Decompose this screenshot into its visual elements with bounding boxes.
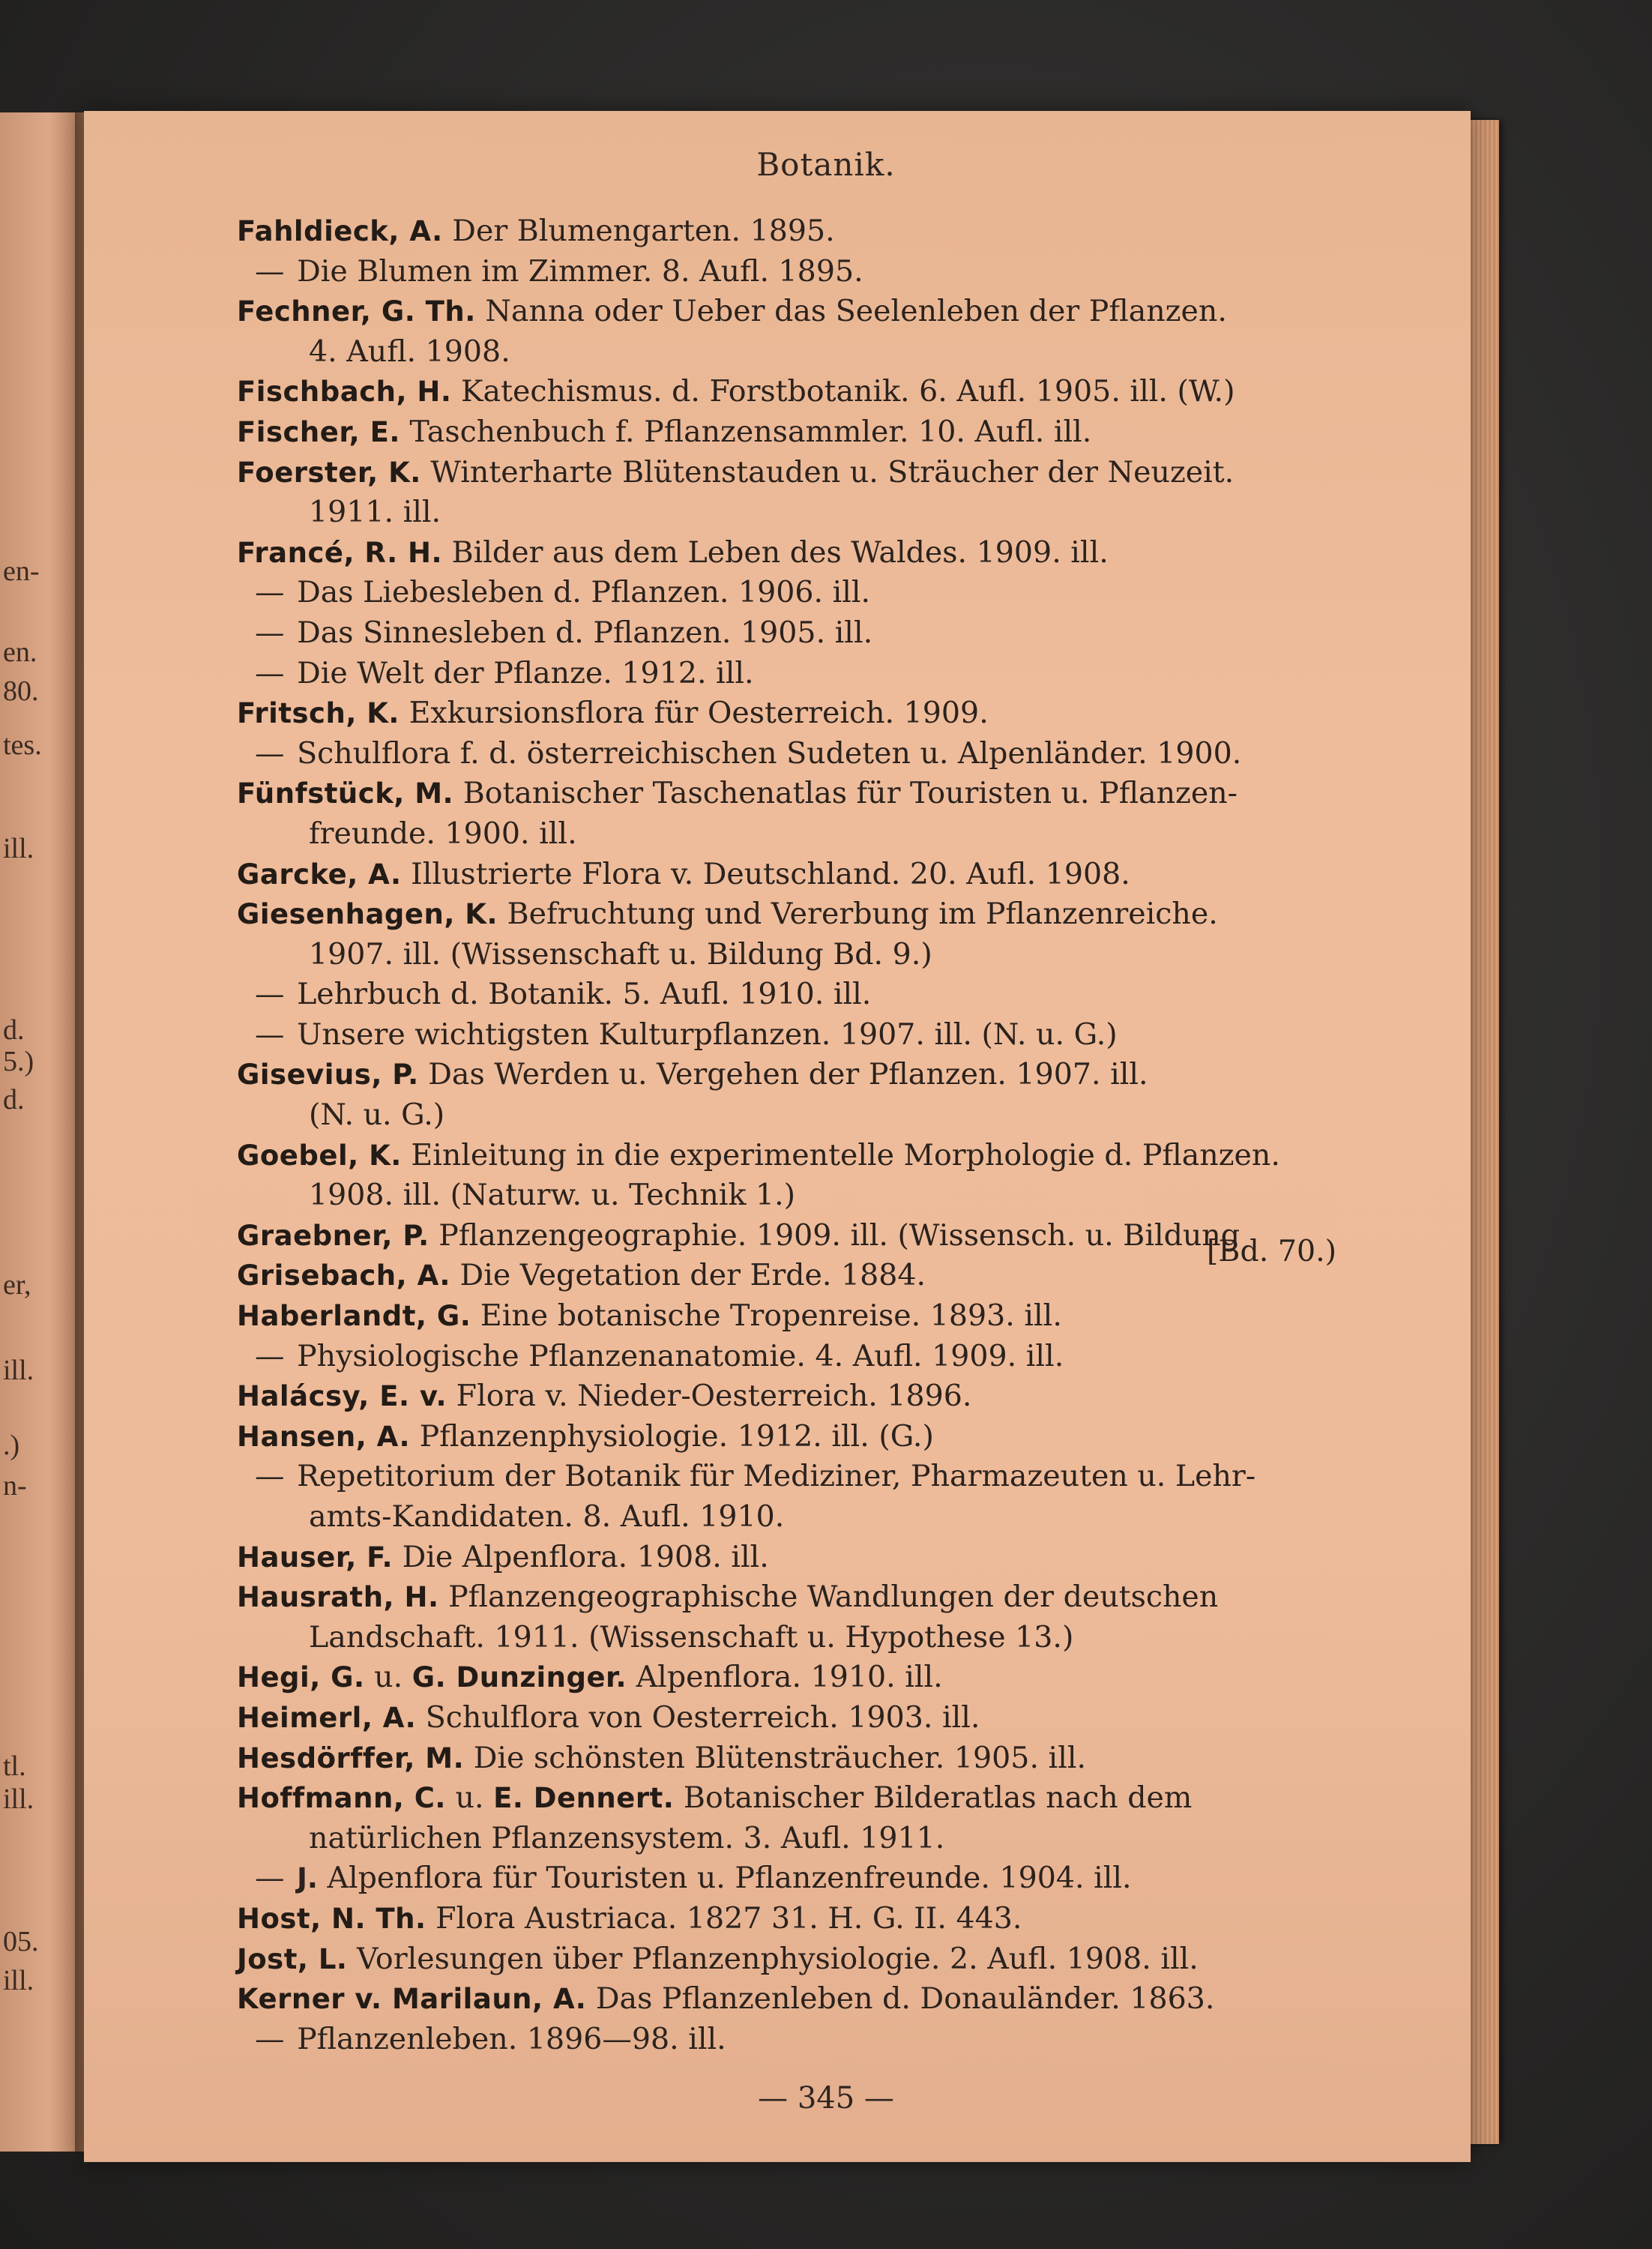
entry-line [237, 533, 1361, 573]
entry-line [237, 573, 1361, 613]
entry-author: Host, N. Th. [237, 1902, 426, 1935]
left-page-text-fragment: tes. [3, 729, 42, 761]
entry-author: Hansen, A. [237, 1420, 411, 1453]
entry-author: Gisevius, P. [237, 1059, 419, 1092]
entry-line [237, 1738, 1361, 1779]
entry-continuation: amts-Kandidaten. 8. Aufl. 1910. [309, 1499, 785, 1534]
entry-author: Fischbach, H. [237, 376, 452, 409]
page-header: Botanik. [756, 146, 896, 183]
entry-line [237, 1457, 1361, 1497]
entry-title: Die schönsten Blütensträucher. 1905. ill. [473, 1740, 1087, 1775]
left-page-text-fragment: er, [3, 1269, 31, 1301]
entry-author: Graebner, P. [237, 1219, 429, 1252]
entry-title: Die Welt der Pflanze. 1912. ill. [297, 655, 754, 690]
entry-title: Pflanzenphysiologie. 1912. ill. (G.) [419, 1418, 934, 1454]
entry-author: Fahldieck, A. [237, 215, 443, 247]
entry-title: Flora v. Nieder-Oesterreich. 1896. [456, 1379, 972, 1414]
entry-author: Jost, L. [237, 1942, 348, 1975]
entry-title: Das Pflanzenleben d. Donauländer. 1863. [595, 1981, 1215, 2017]
em-dash: — [255, 2021, 285, 2056]
em-dash: — [255, 575, 285, 610]
entry-line [237, 613, 1361, 654]
entry-author: Kerner v. Marilaun, A. [237, 1983, 587, 2016]
entry-title: Das Liebesleben d. Pflanzen. 1906. ill. [297, 575, 871, 610]
em-dash: — [255, 977, 285, 1012]
entry-continuation: 4. Aufl. 1908. [309, 334, 510, 369]
entry-line [237, 1256, 1361, 1296]
entry-title: Das Sinnesleben d. Pflanzen. 1905. ill. [297, 615, 873, 650]
entry-line [237, 1979, 1361, 2020]
bracket-note: [Bd. 70.) [1207, 1234, 1337, 1268]
entry-title: Vorlesungen über Pflanzenphysiologie. 2. Aufl. 1908. ill. [357, 1941, 1199, 1976]
entry-coauthor: G. Dunzinger. [412, 1661, 627, 1694]
entry-conjunction: u. [455, 1780, 484, 1816]
left-page-text-fragment: ill. [3, 833, 34, 864]
entry-line [237, 975, 1361, 1015]
left-page-edge [0, 112, 81, 2152]
entry-line [237, 1055, 1361, 1095]
entry-title: Unsere wichtigsten Kulturpflanzen. 1907. ill. (N. u. G.) [297, 1017, 1118, 1052]
entry-title: Bilder aus dem Leben des Waldes. 1909. ill. [451, 535, 1109, 570]
entry-title: Pflanzengeographische Wandlungen der deutschen [448, 1580, 1219, 1615]
left-page-text-fragment: tl. [3, 1750, 26, 1782]
entry-title: Botanischer Taschenatlas für Touristen u. Pflanzen- [462, 776, 1238, 811]
entry-author: Fischer, E. [237, 415, 400, 448]
entry-line [237, 1698, 1361, 1738]
left-page-text-fragment: d. [3, 1084, 25, 1116]
entry-author: Giesenhagen, K. [237, 898, 498, 931]
left-page-text-fragment: en. [3, 636, 37, 668]
entry-author: Goebel, K. [237, 1139, 402, 1172]
entry-line [237, 1538, 1361, 1578]
entry-line [237, 734, 1361, 774]
entry-line [237, 1175, 1361, 1216]
entry-title: Flora Austriaca. 1827 31. H. G. II. 443. [435, 1900, 1022, 1936]
em-dash: — [255, 735, 285, 771]
entry-line [237, 372, 1361, 412]
entry-author: Garcke, A. [237, 858, 402, 891]
entry-line [237, 935, 1361, 975]
em-dash: — [255, 253, 285, 289]
entry-title: Einleitung in die experimentelle Morphologie d. Pflanzen. [411, 1137, 1280, 1172]
entry-line [237, 211, 1361, 252]
entry-title: Exkursionsflora für Oesterreich. 1909. [409, 696, 989, 731]
entry-title: Botanischer Bilderatlas nach dem [683, 1780, 1193, 1816]
entry-continuation: 1908. ill. (Naturw. u. Technik 1.) [309, 1178, 796, 1213]
entry-line [237, 1337, 1361, 1377]
entry-title: Katechismus. d. Forstbotanik. 6. Aufl. 1905. ill. (W.) [461, 374, 1235, 409]
entry-line [237, 654, 1361, 694]
entry-line [237, 493, 1361, 533]
entry-title: Die Vegetation der Erde. 1884. [459, 1258, 926, 1293]
em-dash: — [255, 655, 285, 690]
entry-initial: J. [297, 1862, 318, 1895]
entry-title: Der Blumengarten. 1895. [452, 214, 835, 248]
entry-line [237, 1939, 1361, 1980]
page-number: — 345 — [758, 2081, 894, 2116]
em-dash: — [255, 1861, 285, 1896]
entry-title: Nanna oder Ueber das Seelenleben der Pflanzen. [485, 294, 1227, 329]
entry-line [237, 332, 1361, 373]
entry-continuation: freunde. 1900. ill. [309, 816, 577, 851]
entry-line [237, 1296, 1361, 1337]
left-page-text-fragment: en- [3, 556, 40, 587]
entry-line [237, 855, 1361, 895]
entry-title: Physiologische Pflanzenanatomie. 4. Aufl. 1909. ill. [297, 1338, 1064, 1373]
entry-line [237, 2020, 1361, 2060]
entry-title: Lehrbuch d. Botanik. 5. Aufl. 1910. ill. [297, 977, 872, 1012]
entry-continuation: Landschaft. 1911. (Wissenschaft u. Hypothese 13.) [309, 1619, 1074, 1655]
entry-title: Pflanzenleben. 1896—98. ill. [297, 2021, 726, 2056]
entry-line [237, 1216, 1361, 1256]
left-page-text-fragment: n- [3, 1470, 27, 1502]
entry-author: Foerster, K. [237, 456, 421, 489]
entry-continuation: 1911. ill. [309, 495, 441, 530]
entry-author: Grisebach, A. [237, 1259, 450, 1292]
entry-title: Das Werden u. Vergehen der Pflanzen. 1907. ill. [428, 1057, 1148, 1092]
entry-line [237, 1899, 1361, 1939]
entry-title: Pflanzengeographie. 1909. ill. (Wissensch. u. Bildung [438, 1217, 1240, 1253]
entry-author: Haberlandt, G. [237, 1300, 471, 1333]
em-dash: — [255, 615, 285, 650]
left-page-text-fragment: d. [3, 1014, 25, 1046]
entry-title: Die Blumen im Zimmer. 8. Aufl. 1895. [297, 253, 863, 289]
entry-title: Repetitorium der Botanik für Mediziner, Pharmazeuten u. Lehr- [297, 1459, 1256, 1494]
entry-author: Hegi, G. [237, 1661, 365, 1694]
entry-line [237, 1376, 1361, 1417]
entry-author: Hoffmann, C. [237, 1782, 446, 1815]
left-page-text-fragment: ill. [3, 1965, 34, 1996]
entry-line [237, 814, 1361, 855]
entry-line [237, 292, 1361, 332]
left-page-text-fragment: 5.) [3, 1046, 34, 1077]
entry-line [237, 1136, 1361, 1176]
left-page-text-fragment: .) [3, 1430, 20, 1461]
entry-title: Schulflora f. d. österreichischen Sudeten u. Alpenländer. 1900. [297, 735, 1242, 771]
entry-title: Die Alpenflora. 1908. ill. [402, 1539, 769, 1574]
entry-continuation: natürlichen Pflanzensystem. 3. Aufl. 1911. [309, 1820, 945, 1855]
entry-title: Illustrierte Flora v. Deutschland. 20. Aufl. 1908. [411, 856, 1130, 891]
entry-line [237, 1618, 1361, 1658]
entry-line [237, 453, 1361, 493]
entry-continuation: 1907. ill. (Wissenschaft u. Bildung Bd. 9.) [309, 936, 932, 972]
left-page-text-fragment: ill. [3, 1783, 34, 1815]
left-page-text-fragment: ill. [3, 1355, 34, 1386]
entry-title: Eine botanische Tropenreise. 1893. ill. [480, 1298, 1062, 1334]
entry-title: Schulflora von Oesterreich. 1903. ill. [425, 1699, 980, 1735]
entry-author: Heimerl, A. [237, 1701, 417, 1734]
entry-line [237, 1778, 1361, 1819]
entry-line [237, 1015, 1361, 1056]
entry-author: Fechner, G. Th. [237, 295, 476, 328]
entry-line [237, 1095, 1361, 1136]
entry-line [237, 1417, 1361, 1457]
entry-line [237, 252, 1361, 292]
entry-line [237, 1577, 1361, 1618]
entry-line [237, 1658, 1361, 1698]
entry-author: Francé, R. H. [237, 536, 443, 569]
entry-author: Fritsch, K. [237, 697, 400, 730]
entry-line [237, 1819, 1361, 1859]
left-page-text-fragment: 05. [3, 1926, 39, 1957]
entry-title: Befruchtung und Vererbung im Pflanzenreiche. [507, 897, 1218, 932]
entry-line [237, 1858, 1361, 1899]
bibliography-list [237, 211, 1361, 2059]
entry-title: Alpenflora. 1910. ill. [636, 1660, 943, 1695]
entry-title: Taschenbuch f. Pflanzensammler. 10. Aufl. ill. [409, 414, 1092, 449]
entry-title: Winterharte Blütenstauden u. Sträucher der Neuzeit. [430, 454, 1235, 490]
em-dash: — [255, 1459, 285, 1494]
entry-line [237, 894, 1361, 935]
entry-line [237, 412, 1361, 453]
entry-line [237, 693, 1361, 734]
left-page-text-fragment: 80. [3, 675, 39, 707]
entry-author: Fünfstück, M. [237, 777, 454, 810]
entry-coauthor: E. Dennert. [493, 1782, 675, 1815]
entry-continuation: (N. u. G.) [309, 1098, 445, 1133]
em-dash: — [255, 1338, 285, 1373]
entry-author: Hausrath, H. [237, 1581, 439, 1614]
entry-line [237, 1497, 1361, 1538]
entry-author: Hesdörffer, M. [237, 1741, 465, 1774]
entry-author: Hauser, F. [237, 1541, 394, 1574]
entry-title: Alpenflora für Touristen u. Pflanzenfreunde. 1904. ill. [327, 1861, 1132, 1896]
entry-conjunction: u. [374, 1660, 403, 1695]
em-dash: — [255, 1017, 285, 1052]
entry-author: Halácsy, E. v. [237, 1380, 447, 1413]
entry-line [237, 774, 1361, 814]
